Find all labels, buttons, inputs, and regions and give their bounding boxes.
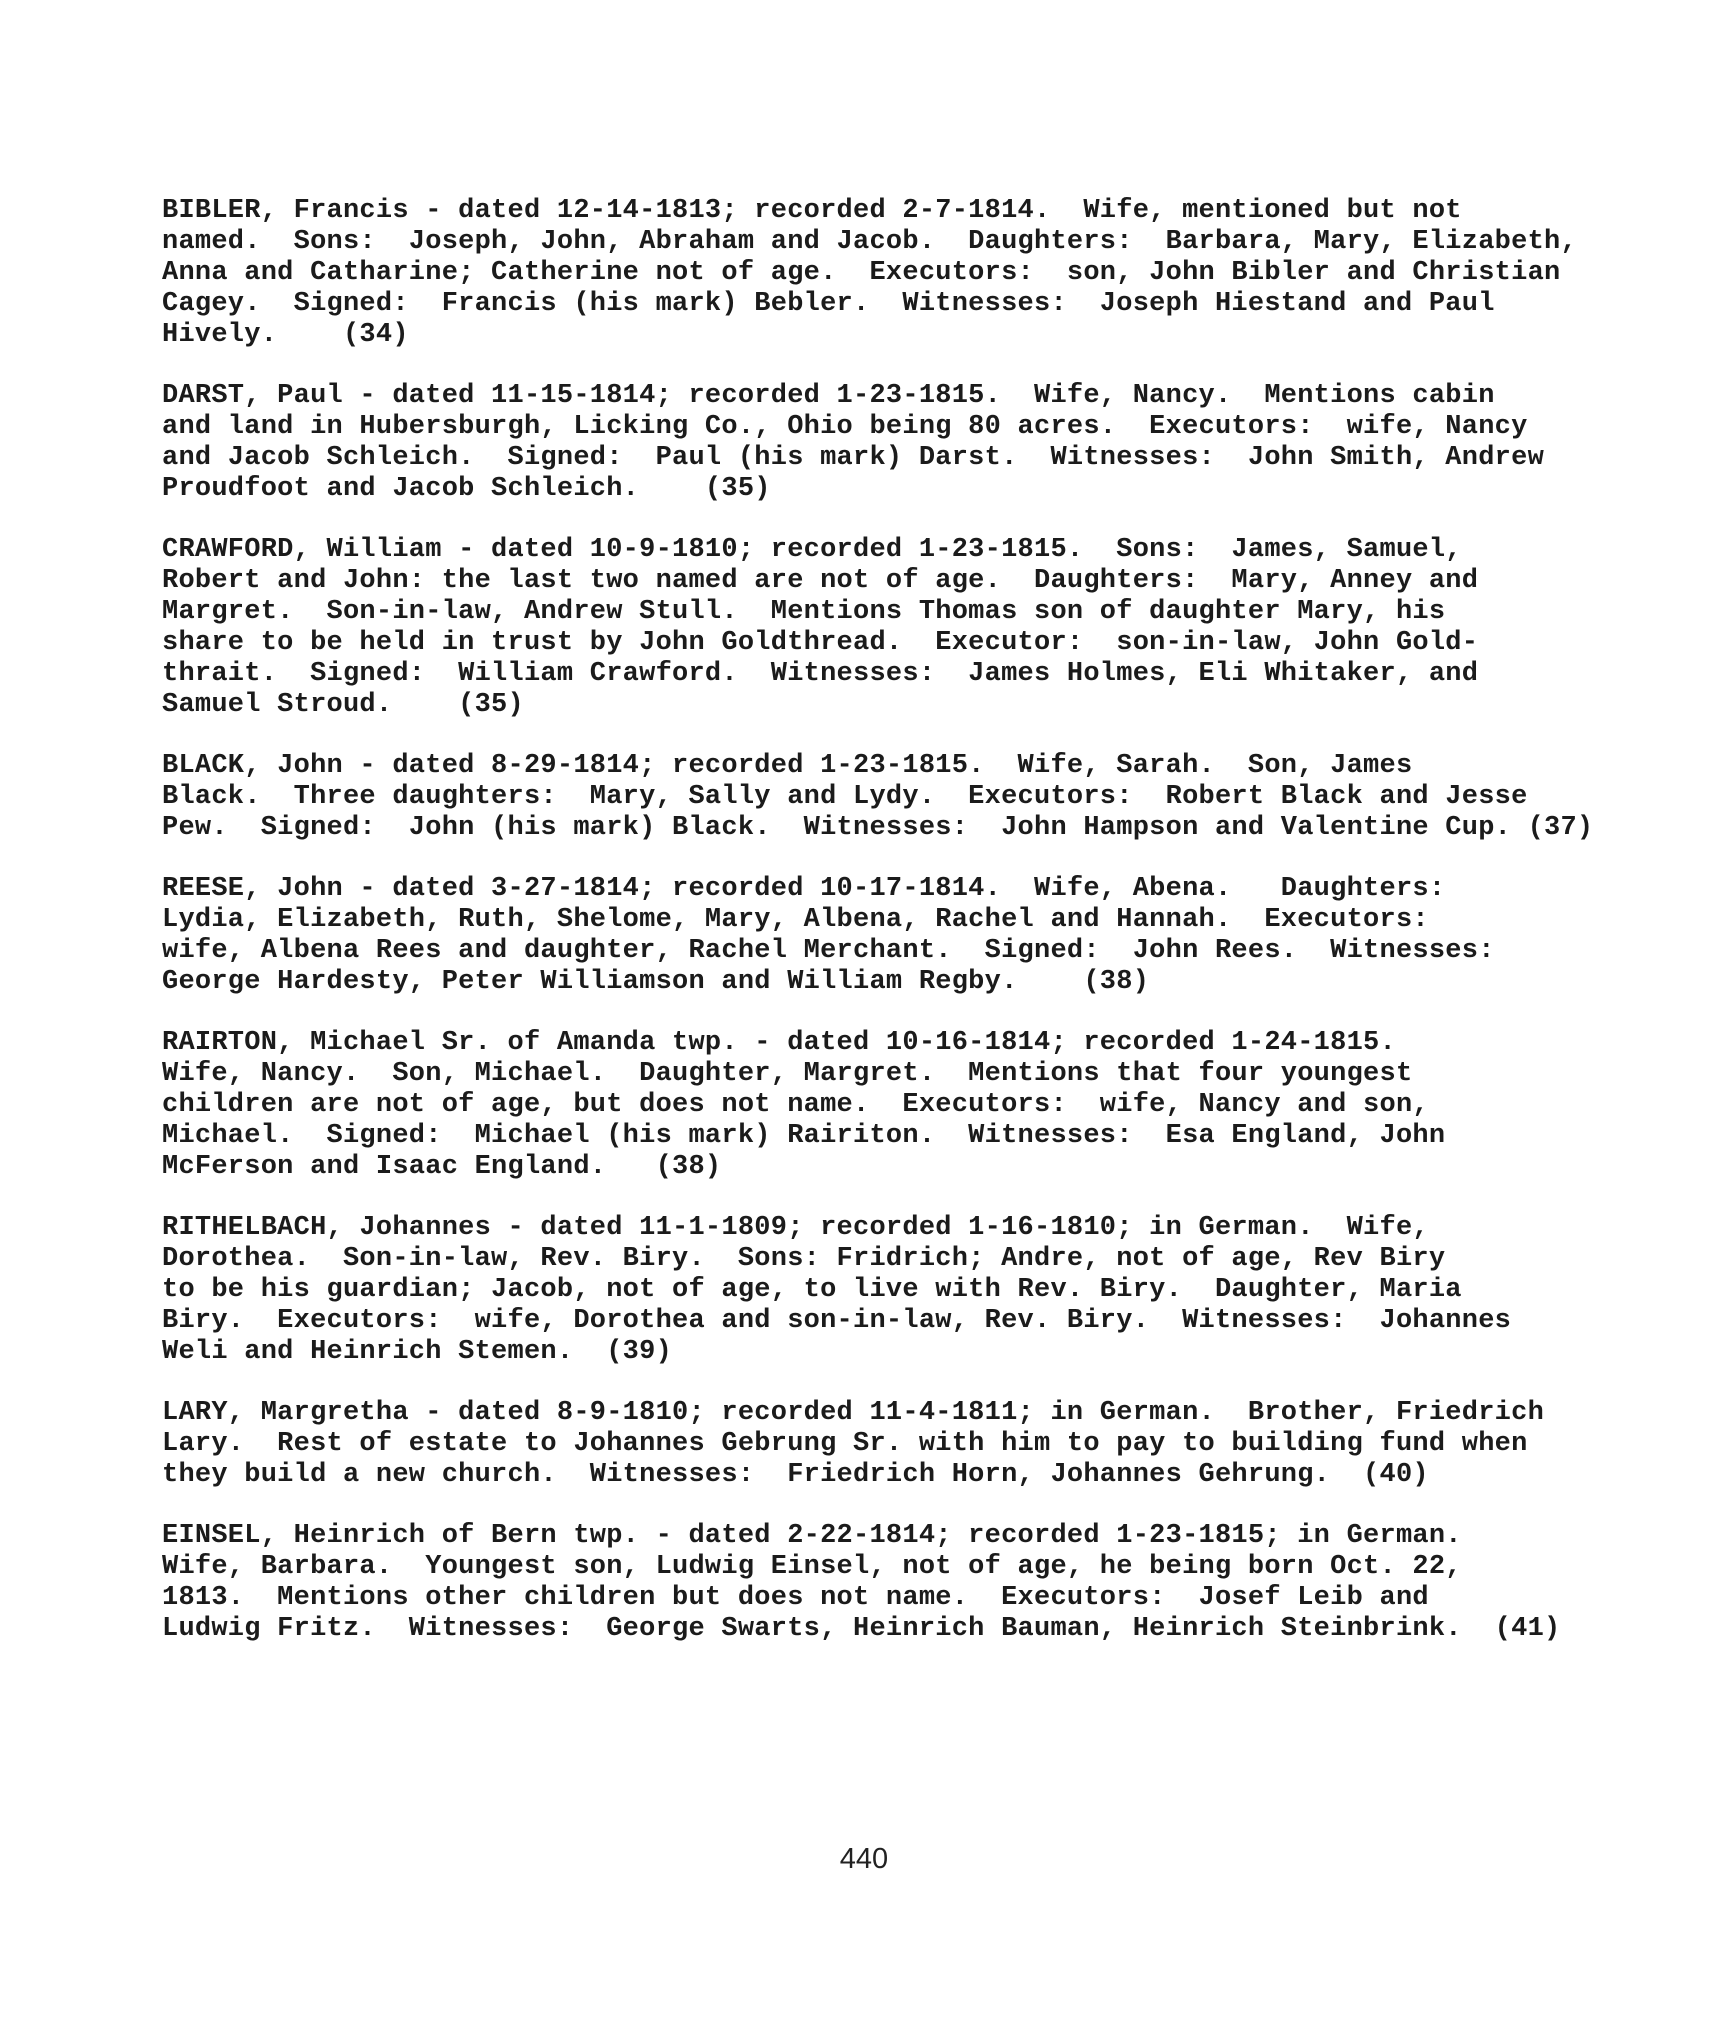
entry-line: they build a new church. Witnesses: Friedrich Horn, Johannes Gehrung. (40)	[162, 1460, 1429, 1490]
entry-line: BLACK, John - dated 8-29-1814; recorded 1-23-1815. Wife, Sarah. Son, James	[162, 751, 1413, 781]
entry-line: DARST, Paul - dated 11-15-1814; recorded 1-23-1815. Wife, Nancy. Mentions cabin	[162, 381, 1495, 411]
entry-line: Cagey. Signed: Francis (his mark) Bebler. Witnesses: Joseph Hiestand and Paul	[162, 289, 1495, 319]
entry-lary	[162, 1398, 1582, 1491]
entry-line: George Hardesty, Peter Williamson and William Regby. (38)	[162, 967, 1150, 997]
entry-line: Biry. Executors: wife, Dorothea and son-in-law, Rev. Biry. Witnesses: Johannes	[162, 1306, 1512, 1336]
page-number: 440	[839, 1843, 889, 1875]
will-abstracts	[162, 196, 1594, 1675]
entry-bibler	[162, 196, 1582, 351]
entry-line: BIBLER, Francis - dated 12-14-1813; recorded 2-7-1814. Wife, mentioned but not	[162, 196, 1462, 226]
entry-line: Wife, Barbara. Youngest son, Ludwig Einsel, not of age, he being born Oct. 22,	[162, 1552, 1462, 1582]
entry-line: RITHELBACH, Johannes - dated 11-1-1809; recorded 1-16-1810; in German. Wife,	[162, 1213, 1429, 1243]
entry-reese	[162, 874, 1582, 998]
entry-line: and land in Hubersburgh, Licking Co., Ohio being 80 acres. Executors: wife, Nancy	[162, 412, 1528, 442]
entry-line: and Jacob Schleich. Signed: Paul (his mark) Darst. Witnesses: John Smith, Andrew	[162, 443, 1545, 473]
entry-line: Dorothea. Son-in-law, Rev. Biry. Sons: Fridrich; Andre, not of age, Rev Biry	[162, 1244, 1446, 1274]
entry-line: Anna and Catharine; Catherine not of age. Executors: son, John Bibler and Christian	[162, 258, 1561, 288]
entry-crawford	[162, 535, 1582, 721]
entry-darst	[162, 381, 1582, 505]
entry-line: CRAWFORD, William - dated 10-9-1810; recorded 1-23-1815. Sons: James, Samuel,	[162, 535, 1462, 565]
entry-line: children are not of age, but does not name. Executors: wife, Nancy and son,	[162, 1090, 1429, 1120]
entry-line: LARY, Margretha - dated 8-9-1810; recorded 11-4-1811; in German. Brother, Friedrich	[162, 1398, 1545, 1428]
entry-line: 1813. Mentions other children but does not name. Executors: Josef Leib and	[162, 1583, 1429, 1613]
entry-line: Pew. Signed: John (his mark) Black. Witnesses: John Hampson and Valentine Cup. (37)	[162, 813, 1594, 843]
entry-einsel	[162, 1521, 1582, 1645]
entry-black	[162, 751, 1594, 844]
entry-line: McFerson and Isaac England. (38)	[162, 1152, 722, 1182]
entry-line: Black. Three daughters: Mary, Sally and Lydy. Executors: Robert Black and Jesse	[162, 782, 1528, 812]
entry-line: Proudfoot and Jacob Schleich. (35)	[162, 474, 771, 504]
entry-line: RAIRTON, Michael Sr. of Amanda twp. - dated 10-16-1814; recorded 1-24-1815.	[162, 1028, 1396, 1058]
entry-line: Wife, Nancy. Son, Michael. Daughter, Margret. Mentions that four youngest	[162, 1059, 1413, 1089]
entry-line: REESE, John - dated 3-27-1814; recorded 10-17-1814. Wife, Abena. Daughters:	[162, 874, 1446, 904]
entry-rithelbach	[162, 1213, 1582, 1368]
entry-line: Weli and Heinrich Stemen. (39)	[162, 1337, 673, 1367]
entry-line: EINSEL, Heinrich of Bern twp. - dated 2-22-1814; recorded 1-23-1815; in German.	[162, 1521, 1462, 1551]
entry-line: named. Sons: Joseph, John, Abraham and Jacob. Daughters: Barbara, Mary, Elizabeth,	[162, 227, 1577, 257]
entry-line: Hively. (34)	[162, 320, 409, 350]
entry-line: Ludwig Fritz. Witnesses: George Swarts, Heinrich Bauman, Heinrich Steinbrink. (41)	[162, 1614, 1561, 1644]
entry-line: share to be held in trust by John Goldthread. Executor: son-in-law, John Gold-	[162, 628, 1479, 658]
entry-line: Samuel Stroud. (35)	[162, 690, 524, 720]
entry-line: Robert and John: the last two named are not of age. Daughters: Mary, Anney and	[162, 566, 1479, 596]
entry-rairton	[162, 1028, 1582, 1183]
entry-line: Lydia, Elizabeth, Ruth, Shelome, Mary, Albena, Rachel and Hannah. Executors:	[162, 905, 1429, 935]
entry-line: wife, Albena Rees and daughter, Rachel Merchant. Signed: John Rees. Witnesses:	[162, 936, 1495, 966]
entry-line: to be his guardian; Jacob, not of age, to live with Rev. Biry. Daughter, Maria	[162, 1275, 1462, 1305]
entry-line: Michael. Signed: Michael (his mark) Rairiton. Witnesses: Esa England, John	[162, 1121, 1446, 1151]
entry-line: Margret. Son-in-law, Andrew Stull. Mentions Thomas son of daughter Mary, his	[162, 597, 1446, 627]
entry-line: thrait. Signed: William Crawford. Witnesses: James Holmes, Eli Whitaker, and	[162, 659, 1479, 689]
entry-line: Lary. Rest of estate to Johannes Gebrung Sr. with him to pay to building fund when	[162, 1429, 1528, 1459]
